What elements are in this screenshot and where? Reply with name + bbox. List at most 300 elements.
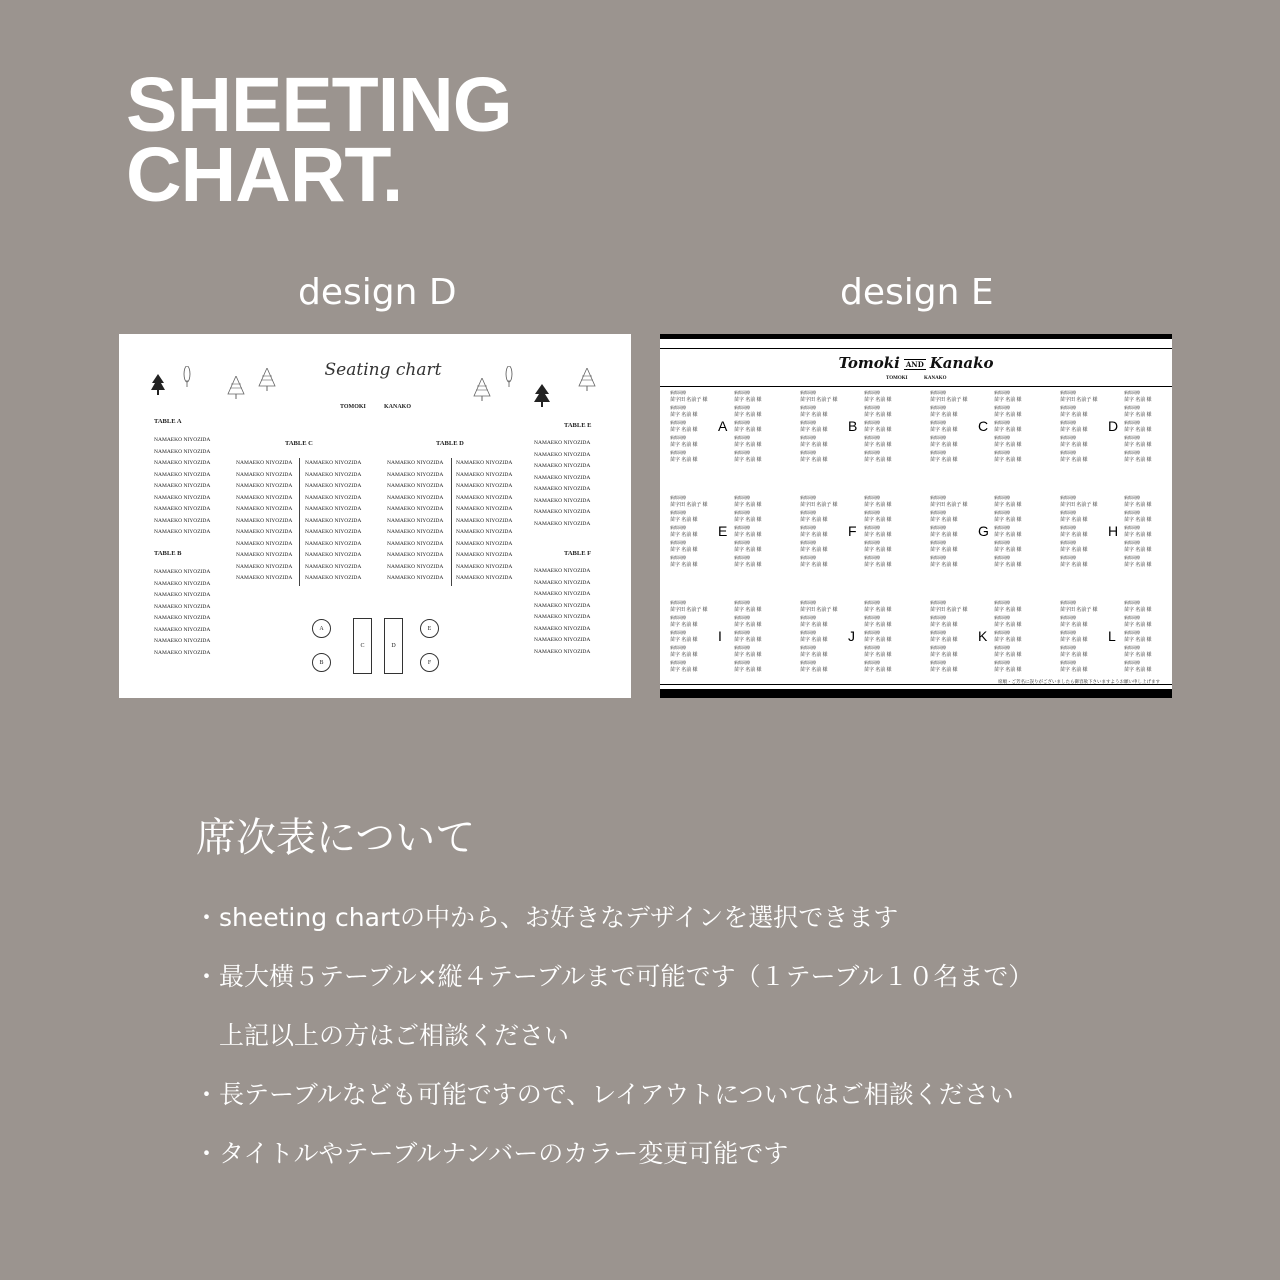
- guest-name: NAMAEKO NIYOZIDA: [387, 494, 444, 501]
- table-c-guests-left: [236, 458, 292, 585]
- guest-role: 新郎同僚: [930, 420, 946, 425]
- guest-role: 新郎同僚: [800, 630, 816, 635]
- guest-name: NAMAEKO NIYOZIDA: [236, 517, 293, 524]
- guest-name: NAMAEKO NIYOZIDA: [305, 529, 362, 535]
- table-letter-c: C: [978, 418, 989, 434]
- guest-name: NAMAEKO NIYOZIDA: [236, 563, 293, 570]
- guest-name: NAMAEKO NIYOZIDA: [387, 460, 444, 466]
- guest-role: 新郎同僚: [994, 600, 1010, 605]
- guest-name: NAMAEKO NIYOZIDA: [154, 569, 211, 575]
- guest-name: 苗字 名前 様: [994, 622, 1022, 628]
- guest-role: 新郎同僚: [930, 600, 946, 605]
- guest-role: 新郎同僚: [1124, 435, 1140, 440]
- guest-role: 新郎同僚: [734, 660, 750, 665]
- guest-role: 新郎同僚: [930, 495, 946, 500]
- guest-name: NAMAEKO NIYOZIDA: [154, 517, 211, 524]
- guest-role: 新郎同僚: [994, 495, 1010, 500]
- guest-name: NAMAEKO NIYOZIDA: [236, 506, 293, 512]
- guest-name: 苗字 名前 様: [994, 412, 1022, 418]
- page-title: [126, 62, 512, 218]
- guest-role: 新郎同僚: [994, 615, 1010, 620]
- guest-name: 苗字 名前 様: [930, 622, 958, 628]
- tree-icon: [151, 374, 165, 396]
- guest-role: 新郎同僚: [670, 540, 686, 545]
- guest-role: 新郎同僚: [994, 435, 1010, 440]
- guest-role: 新郎同僚: [800, 540, 816, 545]
- table-letter-e: E: [718, 523, 728, 539]
- guest-role: 新郎同僚: [994, 660, 1010, 665]
- guest-role: 新郎同僚: [800, 405, 816, 410]
- guest-role: 新郎同僚: [1124, 405, 1140, 410]
- guest-name: 苗字 名前 様: [670, 532, 698, 538]
- guest-name: NAMAEKO NIYOZIDA: [236, 483, 293, 489]
- bullet-2: ・最大横５テーブル×縦４テーブルまで可能です（１テーブル１０名まで）: [194, 962, 1034, 991]
- guest-name: 苗字 名前 様: [800, 547, 828, 553]
- design-d-preview: [119, 334, 631, 698]
- guest-role: 新郎同僚: [670, 525, 686, 530]
- guest-name: 苗字 名前 様: [1060, 652, 1088, 658]
- guest-name: 苗字 名前 様: [994, 607, 1022, 613]
- guest-role: 新郎同僚: [930, 525, 946, 530]
- guest-name: 苗字 名前 様: [670, 562, 698, 568]
- table-a-heading: TABLE A: [154, 418, 182, 425]
- guest-role: 新郎同僚: [800, 495, 816, 500]
- table-i-guests-left: [670, 599, 708, 674]
- guest-name: NAMAEKO NIYOZIDA: [236, 494, 293, 501]
- guest-name: NAMAEKO NIYOZIDA: [305, 575, 362, 581]
- guest-name: 苗字 名前 様: [734, 457, 762, 463]
- table-k-guests-right: [994, 599, 1022, 674]
- guest-role: 新郎同僚: [1124, 540, 1140, 545]
- guest-name: NAMAEKO NIYOZIDA: [456, 506, 513, 512]
- guest-role: 新郎同僚: [800, 615, 816, 620]
- table-d-guests-left: [1060, 389, 1098, 464]
- guest-role: 新郎同僚: [994, 525, 1010, 530]
- guest-role: 新郎同僚: [994, 405, 1010, 410]
- guest-name: 苗字田 名前子 様: [930, 607, 968, 613]
- guest-name: 苗字 名前 様: [994, 637, 1022, 643]
- tree-icon: [227, 376, 245, 400]
- guest-name: 苗字 名前 様: [994, 442, 1022, 448]
- guest-role: 新郎同僚: [734, 525, 750, 530]
- guest-name: 苗字 名前 様: [1060, 622, 1088, 628]
- guest-role: 新郎同僚: [670, 510, 686, 515]
- guest-name: NAMAEKO NIYOZIDA: [236, 460, 293, 466]
- table-b-guests-left: [800, 389, 838, 464]
- guest-role: 新郎同僚: [1060, 495, 1076, 500]
- guest-role: 新郎同僚: [994, 630, 1010, 635]
- guest-name: NAMAEKO NIYOZIDA: [387, 552, 444, 558]
- guest-name: 苗字 名前 様: [670, 547, 698, 553]
- guest-name: 苗字 名前 様: [800, 532, 828, 538]
- guest-role: 新郎同僚: [864, 435, 880, 440]
- guest-name: NAMAEKO NIYOZIDA: [534, 602, 591, 609]
- design-d-label: design D: [298, 272, 457, 313]
- table-d-heading: TABLE D: [436, 440, 464, 447]
- guest-role: 新郎同僚: [670, 630, 686, 635]
- guest-role: 新郎同僚: [734, 435, 750, 440]
- guest-name: 苗字田 名前子 様: [670, 397, 708, 403]
- table-letter-f: F: [848, 523, 857, 539]
- guest-role: 新郎同僚: [864, 540, 880, 545]
- guest-role: 新郎同僚: [1060, 630, 1076, 635]
- guest-name: 苗字 名前 様: [994, 667, 1022, 673]
- tree-icon: [505, 366, 513, 388]
- bullet-3: ・長テーブルなども可能ですので、レイアウトについてはご相談ください: [194, 1080, 1014, 1109]
- guest-name: NAMAEKO NIYOZIDA: [534, 591, 591, 597]
- guest-name: 苗字 名前 様: [930, 652, 958, 658]
- layout-table-f: F: [420, 653, 439, 672]
- guest-name: 苗字田 名前子 様: [1060, 502, 1098, 508]
- guest-name: NAMAEKO NIYOZIDA: [236, 540, 293, 547]
- guest-name: NAMAEKO NIYOZIDA: [154, 603, 211, 610]
- seating-chart-title: Seating chart: [324, 360, 442, 380]
- guest-name: 苗字 名前 様: [930, 562, 958, 568]
- guest-name: NAMAEKO NIYOZIDA: [305, 483, 362, 489]
- guest-name: NAMAEKO NIYOZIDA: [154, 471, 211, 478]
- guest-role: 新郎同僚: [864, 390, 880, 395]
- guest-name: 苗字 名前 様: [670, 652, 698, 658]
- guest-name: NAMAEKO NIYOZIDA: [154, 483, 211, 489]
- guest-name: 苗字 名前 様: [1060, 562, 1088, 568]
- guest-role: 新郎同僚: [734, 420, 750, 425]
- guest-role: 新郎同僚: [734, 645, 750, 650]
- guest-name: NAMAEKO NIYOZIDA: [154, 615, 211, 621]
- guest-role: 新郎同僚: [994, 555, 1010, 560]
- guest-name: NAMAEKO NIYOZIDA: [154, 592, 211, 598]
- table-c-divider: [299, 458, 300, 586]
- guest-name: 苗字 名前 様: [994, 397, 1022, 403]
- guest-role: 新郎同僚: [994, 450, 1010, 455]
- guest-name: NAMAEKO NIYOZIDA: [305, 471, 362, 478]
- guest-role: 新郎同僚: [1124, 660, 1140, 665]
- guest-name: NAMAEKO NIYOZIDA: [456, 529, 513, 535]
- guest-name: 苗字 名前 様: [734, 517, 762, 523]
- guest-role: 新郎同僚: [1060, 540, 1076, 545]
- guest-role: 新郎同僚: [670, 645, 686, 650]
- bride-name: KANAKO: [384, 404, 411, 410]
- guest-role: 新郎同僚: [930, 645, 946, 650]
- guest-name: 苗字 名前 様: [1124, 532, 1152, 538]
- table-d-guests-right: [1124, 389, 1152, 464]
- table-b-heading: TABLE B: [154, 550, 182, 557]
- about-heading: 席次表について: [196, 815, 476, 861]
- guest-name: NAMAEKO NIYOZIDA: [387, 517, 444, 524]
- guest-name: 苗字 名前 様: [734, 427, 762, 433]
- guest-role: 新郎同僚: [1060, 450, 1076, 455]
- guest-name: NAMAEKO NIYOZIDA: [154, 448, 211, 455]
- guest-name: 苗字 名前 様: [930, 547, 958, 553]
- guest-name: 苗字 名前 様: [734, 502, 762, 508]
- guest-name: NAMAEKO NIYOZIDA: [456, 517, 513, 524]
- guest-name: 苗字 名前 様: [800, 457, 828, 463]
- guest-role: 新郎同僚: [670, 555, 686, 560]
- table-c-guests-right: [994, 389, 1022, 464]
- guest-name: 苗字 名前 様: [1060, 442, 1088, 448]
- table-l-guests-right: [1124, 599, 1152, 674]
- guest-name: NAMAEKO NIYOZIDA: [387, 563, 444, 570]
- guest-role: 新郎同僚: [864, 450, 880, 455]
- guest-name: 苗字 名前 様: [1124, 547, 1152, 553]
- guest-name: 苗字 名前 様: [864, 442, 892, 448]
- table-c-guests-right: [305, 458, 361, 585]
- guest-role: 新郎同僚: [734, 615, 750, 620]
- guest-name: NAMAEKO NIYOZIDA: [236, 529, 293, 535]
- guest-role: 新郎同僚: [864, 420, 880, 425]
- guest-name: 苗字 名前 様: [864, 622, 892, 628]
- table-f-guests: [534, 566, 590, 658]
- guest-name: 苗字 名前 様: [670, 442, 698, 448]
- guest-name: 苗字 名前 様: [1124, 412, 1152, 418]
- guest-name: NAMAEKO NIYOZIDA: [305, 563, 362, 570]
- guest-name: 苗字 名前 様: [994, 532, 1022, 538]
- guest-name: 苗字 名前 様: [734, 442, 762, 448]
- guest-name: 苗字 名前 様: [930, 667, 958, 673]
- guest-name: NAMAEKO NIYOZIDA: [456, 552, 513, 558]
- guest-name: 苗字 名前 様: [734, 562, 762, 568]
- table-letter-k: K: [978, 628, 988, 644]
- guest-role: 新郎同僚: [994, 540, 1010, 545]
- table-c-guests-left: [930, 389, 968, 464]
- guest-name: 苗字 名前 様: [734, 607, 762, 613]
- tree-icon: [578, 368, 596, 392]
- guest-name: NAMAEKO NIYOZIDA: [387, 529, 444, 535]
- table-e-guests-left: [670, 494, 708, 569]
- guest-name: 苗字 名前 様: [1060, 667, 1088, 673]
- guest-role: 新郎同僚: [1124, 495, 1140, 500]
- guest-name: 苗字 名前 様: [994, 547, 1022, 553]
- guest-name: 苗字 名前 様: [1060, 457, 1088, 463]
- guest-role: 新郎同僚: [864, 495, 880, 500]
- guest-name: 苗字 名前 様: [864, 517, 892, 523]
- guest-name: NAMAEKO NIYOZIDA: [154, 529, 211, 535]
- table-letter-d: D: [1108, 418, 1119, 434]
- guest-role: 新郎同僚: [800, 390, 816, 395]
- guest-role: 新郎同僚: [670, 600, 686, 605]
- guest-name: 苗字 名前 様: [994, 517, 1022, 523]
- guest-name: 苗字田 名前子 様: [1060, 397, 1098, 403]
- guest-role: 新郎同僚: [800, 420, 816, 425]
- tree-icon: [534, 384, 550, 408]
- guest-name: NAMAEKO NIYOZIDA: [387, 575, 444, 581]
- guest-name: NAMAEKO NIYOZIDA: [534, 520, 591, 527]
- guest-role: 新郎同僚: [670, 660, 686, 665]
- guest-role: 新郎同僚: [1060, 645, 1076, 650]
- guest-name: 苗字 名前 様: [734, 412, 762, 418]
- guest-name: 苗字 名前 様: [1124, 667, 1152, 673]
- table-f-heading: TABLE F: [564, 550, 592, 557]
- title-line-2: CHART.: [126, 132, 403, 218]
- guest-name: 苗字 名前 様: [800, 637, 828, 643]
- guest-name: NAMAEKO NIYOZIDA: [534, 474, 591, 481]
- layout-table-a: A: [312, 619, 331, 638]
- guest-name: NAMAEKO NIYOZIDA: [534, 625, 591, 632]
- guest-role: 新郎同僚: [930, 390, 946, 395]
- guest-role: 新郎同僚: [864, 525, 880, 530]
- tree-icon: [258, 368, 276, 392]
- guest-role: 新郎同僚: [1060, 660, 1076, 665]
- guest-role: 新郎同僚: [800, 645, 816, 650]
- guest-name: 苗字 名前 様: [1124, 652, 1152, 658]
- guest-role: 新郎同僚: [930, 630, 946, 635]
- guest-name: 苗字 名前 様: [734, 532, 762, 538]
- guest-name: 苗字 名前 様: [670, 622, 698, 628]
- bullet-4: ・タイトルやテーブルナンバーのカラー変更可能です: [194, 1139, 789, 1168]
- guest-role: 新郎同僚: [930, 660, 946, 665]
- guest-name: NAMAEKO NIYOZIDA: [387, 483, 444, 489]
- guest-name: 苗字 名前 様: [864, 562, 892, 568]
- guest-name: 苗字 名前 様: [1124, 427, 1152, 433]
- guest-name: 苗字 名前 様: [864, 607, 892, 613]
- guest-name: 苗字 名前 様: [670, 427, 698, 433]
- guest-role: 新郎同僚: [800, 555, 816, 560]
- guest-name: NAMAEKO NIYOZIDA: [305, 460, 362, 466]
- bullet-2-continued: 上記以上の方はご相談ください: [194, 1021, 570, 1050]
- groom-name: TOMOKI: [886, 376, 908, 381]
- guest-name: NAMAEKO NIYOZIDA: [154, 437, 211, 443]
- guest-name: NAMAEKO NIYOZIDA: [534, 648, 591, 655]
- guest-name: NAMAEKO NIYOZIDA: [456, 471, 513, 478]
- guest-name: NAMAEKO NIYOZIDA: [236, 575, 293, 581]
- guest-name: 苗字 名前 様: [670, 667, 698, 673]
- guest-role: 新郎同僚: [1124, 630, 1140, 635]
- guest-name: 苗字 名前 様: [670, 457, 698, 463]
- guest-name: NAMAEKO NIYOZIDA: [534, 463, 591, 469]
- guest-role: 新郎同僚: [734, 630, 750, 635]
- guest-role: 新郎同僚: [734, 405, 750, 410]
- guest-role: 新郎同僚: [1124, 555, 1140, 560]
- guest-name: 苗字 名前 様: [1124, 457, 1152, 463]
- guest-name: NAMAEKO NIYOZIDA: [154, 638, 211, 644]
- guest-name: 苗字 名前 様: [864, 397, 892, 403]
- guest-name: 苗字 名前 様: [930, 457, 958, 463]
- guest-role: 新郎同僚: [734, 555, 750, 560]
- guest-role: 新郎同僚: [734, 600, 750, 605]
- guest-name: 苗字田 名前子 様: [930, 502, 968, 508]
- guest-role: 新郎同僚: [930, 450, 946, 455]
- guest-name: 苗字 名前 様: [800, 652, 828, 658]
- groom-script-name: Tomoki: [838, 354, 900, 372]
- guest-role: 新郎同僚: [1124, 645, 1140, 650]
- guest-name: 苗字 名前 様: [864, 427, 892, 433]
- table-b-guests: [154, 567, 210, 659]
- guest-name: 苗字 名前 様: [1124, 622, 1152, 628]
- guest-name: NAMAEKO NIYOZIDA: [534, 440, 591, 446]
- tree-icon: [183, 366, 191, 388]
- guest-role: 新郎同僚: [800, 510, 816, 515]
- top-border: [660, 334, 1172, 339]
- guest-name: 苗字 名前 様: [800, 562, 828, 568]
- guest-role: 新郎同僚: [994, 510, 1010, 515]
- guest-name: 苗字 名前 様: [734, 637, 762, 643]
- guest-role: 新郎同僚: [1060, 555, 1076, 560]
- guest-role: 新郎同僚: [734, 450, 750, 455]
- guest-name: 苗字 名前 様: [864, 412, 892, 418]
- guest-name: NAMAEKO NIYOZIDA: [154, 494, 211, 501]
- guest-role: 新郎同僚: [930, 615, 946, 620]
- guest-name: 苗字 名前 様: [734, 547, 762, 553]
- guest-role: 新郎同僚: [800, 435, 816, 440]
- guest-name: 苗字 名前 様: [1060, 412, 1088, 418]
- guest-role: 新郎同僚: [800, 525, 816, 530]
- table-letter-h: H: [1108, 523, 1119, 539]
- bride-name: KANAKO: [924, 376, 947, 381]
- guest-name: NAMAEKO NIYOZIDA: [154, 506, 211, 512]
- table-h-guests-left: [1060, 494, 1098, 569]
- table-j-guests-left: [800, 599, 838, 674]
- disclaimer-note: 席順・ご芳名に誤りがございましたら御容赦下さいますようお願い申し上げます: [998, 680, 1160, 685]
- guest-name: 苗字 名前 様: [800, 442, 828, 448]
- guest-name: NAMAEKO NIYOZIDA: [154, 626, 211, 633]
- guest-name: 苗字 名前 様: [734, 652, 762, 658]
- guest-role: 新郎同僚: [864, 405, 880, 410]
- guest-role: 新郎同僚: [800, 660, 816, 665]
- layout-table-c: C: [353, 618, 372, 674]
- guest-name: NAMAEKO NIYOZIDA: [305, 517, 362, 524]
- table-a-guests-right: [734, 389, 762, 464]
- guest-name: NAMAEKO NIYOZIDA: [534, 451, 591, 458]
- guest-role: 新郎同僚: [1124, 525, 1140, 530]
- table-i-guests-right: [734, 599, 762, 674]
- table-letter-b: B: [848, 418, 858, 434]
- guest-name: 苗字 名前 様: [800, 622, 828, 628]
- groom-name: TOMOKI: [340, 404, 366, 410]
- table-e-heading: TABLE E: [564, 422, 592, 429]
- guest-name: NAMAEKO NIYOZIDA: [456, 575, 513, 581]
- table-h-guests-right: [1124, 494, 1152, 569]
- bottom-border: [660, 689, 1172, 698]
- table-f-guests-left: [800, 494, 838, 569]
- guest-name: 苗字 名前 様: [864, 532, 892, 538]
- table-k-guests-left: [930, 599, 968, 674]
- guest-name: NAMAEKO NIYOZIDA: [154, 460, 211, 466]
- guest-role: 新郎同僚: [864, 510, 880, 515]
- guest-role: 新郎同僚: [734, 510, 750, 515]
- layout-table-e: E: [420, 619, 439, 638]
- guest-name: NAMAEKO NIYOZIDA: [456, 483, 513, 489]
- guest-name: 苗字 名前 様: [1124, 517, 1152, 523]
- and-label: AND: [905, 359, 924, 369]
- guest-role: 新郎同僚: [930, 555, 946, 560]
- guest-name: 苗字 名前 様: [930, 517, 958, 523]
- guest-name: NAMAEKO NIYOZIDA: [456, 494, 513, 501]
- table-letter-l: L: [1108, 628, 1116, 644]
- guest-role: 新郎同僚: [930, 510, 946, 515]
- table-b-guests-right: [864, 389, 892, 464]
- guest-role: 新郎同僚: [800, 450, 816, 455]
- table-letter-i: I: [718, 628, 722, 644]
- table-d-guests-right: [456, 458, 512, 585]
- guest-name: 苗字 名前 様: [1060, 517, 1088, 523]
- guest-name: 苗字 名前 様: [930, 637, 958, 643]
- guest-name: 苗字 名前 様: [734, 667, 762, 673]
- guest-name: 苗字田 名前子 様: [1060, 607, 1098, 613]
- guest-name: 苗字 名前 様: [994, 652, 1022, 658]
- bride-script-name: Kanako: [929, 354, 994, 372]
- guest-name: NAMAEKO NIYOZIDA: [534, 486, 591, 492]
- table-g-guests-right: [994, 494, 1022, 569]
- table-a-guests-left: [670, 389, 708, 464]
- tree-icon: [473, 378, 491, 402]
- guest-role: 新郎同僚: [1124, 450, 1140, 455]
- guest-name: 苗字 名前 様: [800, 427, 828, 433]
- guest-name: 苗字 名前 様: [1124, 637, 1152, 643]
- layout-table-d: D: [384, 618, 403, 674]
- table-e-guests-right: [734, 494, 762, 569]
- guest-name: 苗字 名前 様: [670, 412, 698, 418]
- table-letter-a: A: [718, 418, 728, 434]
- guest-name: 苗字 名前 様: [930, 427, 958, 433]
